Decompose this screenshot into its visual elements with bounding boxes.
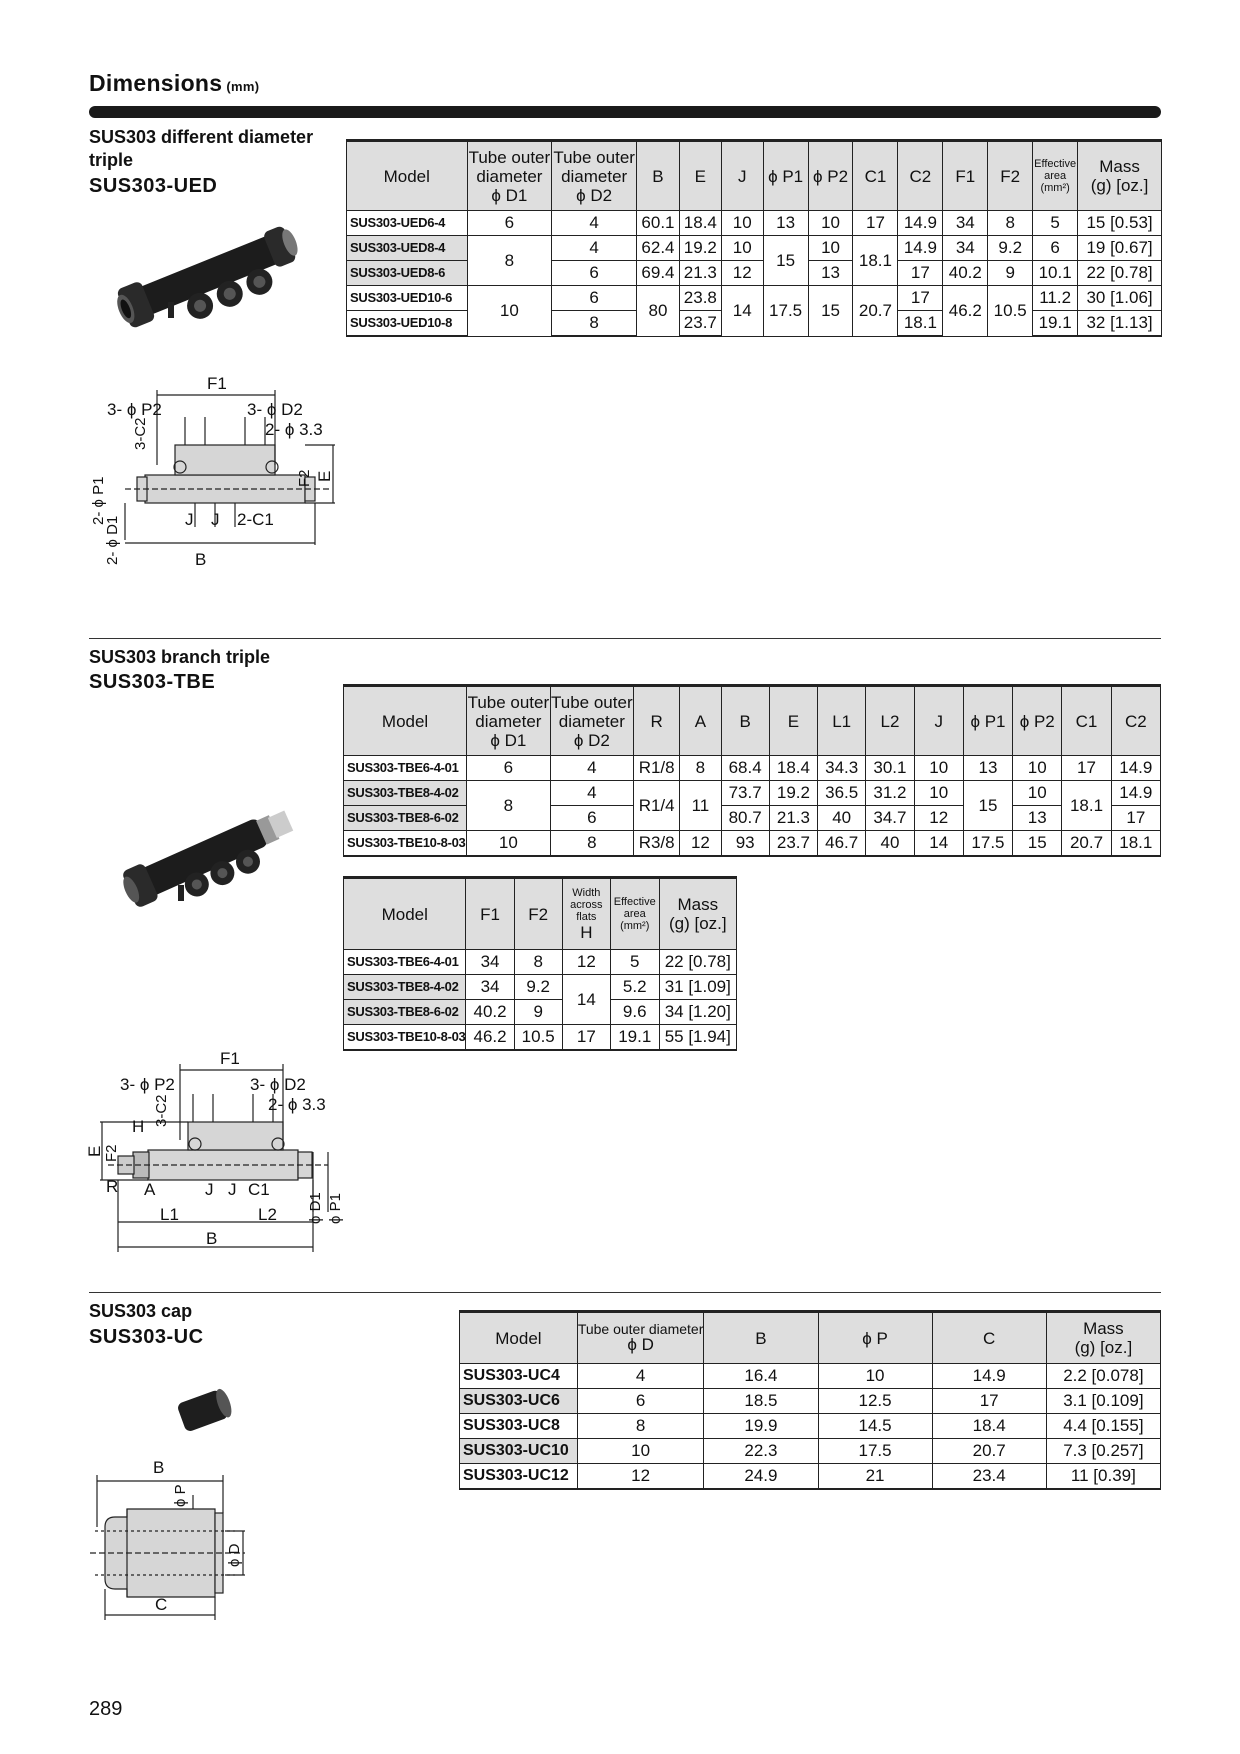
- table-row: SUS303-TBE8-6-02 6 80.7 21.3 40 34.7 12 13 17: [344, 806, 1161, 831]
- th-c1: C1: [1062, 686, 1111, 756]
- svg-text:R: R: [106, 1177, 119, 1196]
- th-d: Tube outer diameter ϕ D: [577, 1312, 704, 1364]
- th2-h: Width across flats H: [562, 878, 610, 950]
- sec1-title: SUS303 different diameter triple: [89, 127, 314, 170]
- th2-f2: F2: [514, 878, 562, 950]
- svg-text:ϕ P1: ϕ P1: [327, 1193, 344, 1224]
- page-number: 289: [89, 1698, 123, 1720]
- table-row: SUS303-TBE8-4-02 8 4 R1/4 11 73.7 19.2 36.5 31.2 10 15 10 18.1 14.9: [344, 781, 1161, 806]
- th-model: Model: [344, 686, 467, 756]
- th-d2: Tube outer diameter ϕ D2: [552, 141, 637, 211]
- table-row: SUS303-TBE10-8-03 10 8 R3/8 12 93 23.7 46.7 40 14 17.5 15 20.7 18.1: [344, 831, 1161, 857]
- th-a: A: [680, 686, 721, 756]
- th-f2: F2: [988, 141, 1033, 211]
- sec2-table: [343, 684, 1161, 857]
- sec2-diagram: [85, 1049, 368, 1252]
- table-row: SUS303-UC12 12 24.9 21 23.4 11 [0.39]: [460, 1464, 1161, 1490]
- svg-text:2- ϕ D1: 2- ϕ D1: [104, 515, 121, 565]
- table-row: SUS303-UC8 8 19.9 14.5 18.4 4.4 [0.155]: [460, 1414, 1161, 1439]
- th-r: R: [634, 686, 680, 756]
- table-row: SUS303-TBE10-8-03 46.2 10.5 17 19.1 55 [1.94]: [344, 1025, 737, 1051]
- th-f1: F1: [943, 141, 988, 211]
- th-mass: Mass (g) [oz.]: [1046, 1312, 1160, 1364]
- svg-text:B: B: [153, 1458, 165, 1477]
- svg-text:3- ϕ D2: 3- ϕ D2: [250, 1075, 306, 1094]
- th-c2: C2: [1111, 686, 1160, 756]
- th2-eff: Effective area (mm²): [610, 878, 659, 950]
- table-row: SUS303-UED10-6 10 6 80 23.8 14 17.5 15 20.7 17 46.2 10.5 11.2 30 [1.06]: [347, 286, 1162, 311]
- th-d2: Tube outer diameter ϕ D2: [550, 686, 633, 756]
- table-row: SUS303-TBE6-4-01 34 8 12 5 22 [0.78]: [344, 950, 737, 975]
- sec2-table-2: [343, 876, 737, 1051]
- th-p2: ϕ P2: [808, 141, 853, 211]
- th-p1: ϕ P1: [963, 686, 1012, 756]
- table-row: SUS303-TBE6-4-01 6 4 R1/8 8 68.4 18.4 34.3 30.1 10 13 10 17 14.9: [344, 756, 1161, 781]
- svg-text:H: H: [132, 1117, 145, 1136]
- svg-text:J: J: [205, 1180, 214, 1199]
- svg-text:E: E: [315, 470, 334, 482]
- svg-text:3-C2: 3-C2: [153, 1094, 170, 1127]
- svg-text:J: J: [228, 1180, 237, 1199]
- svg-text:B: B: [206, 1229, 218, 1248]
- svg-text:ϕ P: ϕ P: [172, 1484, 189, 1507]
- sec3-code: SUS303-UC: [89, 1326, 204, 1348]
- svg-text:L2: L2: [258, 1205, 277, 1224]
- svg-text:2-C1: 2-C1: [237, 510, 274, 529]
- table-row: SUS303-UC10 10 22.3 17.5 20.7 7.3 [0.257]: [460, 1439, 1161, 1464]
- svg-text:E: E: [85, 1145, 104, 1157]
- th-j: J: [914, 686, 963, 756]
- divider: [89, 1292, 1161, 1293]
- th-b: B: [704, 1312, 818, 1364]
- svg-text:F2: F2: [103, 1144, 120, 1162]
- sec1-code: SUS303-UED: [89, 175, 218, 197]
- th-p1: ϕ P1: [763, 141, 808, 211]
- th-c: C: [932, 1312, 1046, 1364]
- product-photo-ued: [110, 222, 310, 332]
- divider: [89, 638, 1161, 639]
- sec3-title: SUS303 cap: [89, 1301, 193, 1321]
- th-l1: L1: [818, 686, 866, 756]
- th-p2: ϕ P2: [1013, 686, 1062, 756]
- th-c2: C2: [898, 141, 943, 211]
- svg-text:3- ϕ P2: 3- ϕ P2: [107, 400, 162, 419]
- product-photo-uc: [170, 1380, 240, 1440]
- svg-text:F2: F2: [296, 469, 313, 487]
- unit-label: (mm): [226, 79, 260, 94]
- th-e: E: [679, 141, 721, 211]
- svg-text:3- ϕ D2: 3- ϕ D2: [247, 400, 303, 419]
- th-j: J: [721, 141, 763, 211]
- table-row: SUS303-UED8-4 8 4 62.4 19.2 10 15 10 18.1 14.9 34 9.2 6 19 [0.67]: [347, 236, 1162, 261]
- th-d1: Tube outer diameter ϕ D1: [467, 141, 552, 211]
- svg-text:2- ϕ 3.3: 2- ϕ 3.3: [265, 420, 323, 439]
- table-row: SUS303-TBE8-4-02 34 9.2 14 5.2 31 [1.09]: [344, 975, 737, 1000]
- th2-mass: Mass (g) [oz.]: [659, 878, 736, 950]
- svg-text:B: B: [195, 550, 207, 569]
- th-p: ϕ P: [818, 1312, 932, 1364]
- svg-text:2- ϕ P1: 2- ϕ P1: [90, 476, 107, 525]
- table-row: SUS303-UED10-8 8 23.7 18.1 19.1 32 [1.13]: [347, 311, 1162, 337]
- sec3-table: [459, 1310, 1161, 1490]
- svg-text:L1: L1: [160, 1205, 179, 1224]
- title-bar: [89, 106, 1161, 118]
- th-c1: C1: [853, 141, 898, 211]
- svg-text:ϕ D: ϕ D: [226, 1543, 243, 1567]
- svg-text:A: A: [144, 1180, 156, 1199]
- th2-f1: F1: [466, 878, 514, 950]
- sec2-code: SUS303-TBE: [89, 671, 216, 693]
- table-row: SUS303-UED8-6 6 69.4 21.3 12 13 17 40.2 9 10.1 22 [0.78]: [347, 261, 1162, 286]
- page-title: Dimensions (mm): [89, 70, 260, 96]
- svg-text:2- ϕ 3.3: 2- ϕ 3.3: [268, 1095, 326, 1114]
- table-row: SUS303-UED6-4 6 4 60.1 18.4 10 13 10 17 14.9 34 8 5 15 [0.53]: [347, 211, 1162, 236]
- table-row: SUS303-TBE8-6-02 40.2 9 9.6 34 [1.20]: [344, 1000, 737, 1025]
- th-b: B: [637, 141, 680, 211]
- th-l2: L2: [866, 686, 914, 756]
- svg-text:3-C2: 3-C2: [132, 417, 149, 450]
- th-b: B: [721, 686, 769, 756]
- th-d1: Tube outer diameter ϕ D1: [467, 686, 550, 756]
- table-row: SUS303-UC4 4 16.4 10 14.9 2.2 [0.078]: [460, 1364, 1161, 1389]
- table-row: SUS303-UC6 6 18.5 12.5 17 3.1 [0.109]: [460, 1389, 1161, 1414]
- svg-text:J: J: [211, 510, 220, 529]
- svg-text:C1: C1: [248, 1180, 270, 1199]
- sec1-diagram: [90, 374, 375, 575]
- th-model: Model: [347, 141, 468, 211]
- sec2-title: SUS303 branch triple: [89, 647, 271, 667]
- th-e: E: [769, 686, 817, 756]
- svg-text:ϕ D1: ϕ D1: [307, 1192, 324, 1224]
- th-mass: Mass (g) [oz.]: [1078, 141, 1162, 211]
- th-model: Model: [460, 1312, 578, 1364]
- product-photo-tbe: [118, 805, 303, 915]
- svg-text:J: J: [185, 510, 194, 529]
- svg-text:C: C: [155, 1595, 168, 1614]
- sec1-table: [346, 139, 1162, 337]
- svg-text:F1: F1: [220, 1049, 240, 1068]
- sec3-diagram: [85, 1455, 285, 1635]
- svg-text:F1: F1: [207, 374, 227, 393]
- th2-model: Model: [344, 878, 466, 950]
- svg-text:3- ϕ P2: 3- ϕ P2: [120, 1075, 175, 1094]
- th-eff: Effective area (mm²): [1033, 141, 1078, 211]
